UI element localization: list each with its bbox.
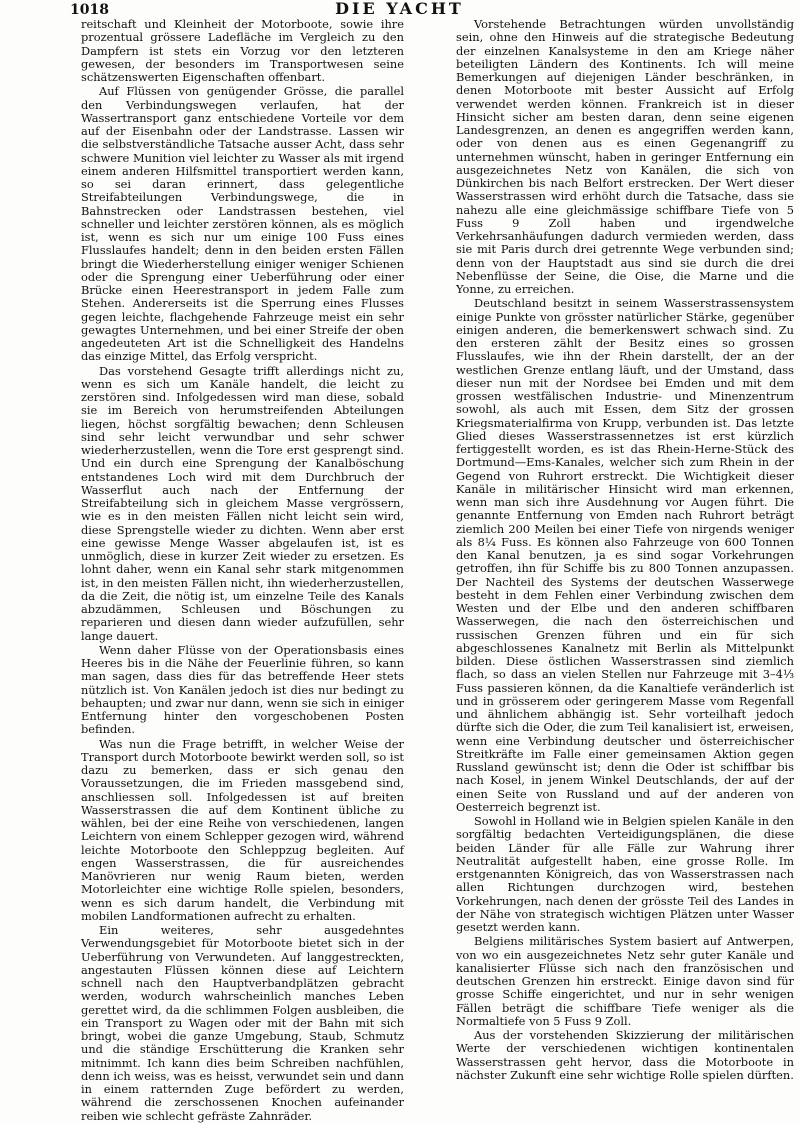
paragraph: Das vorstehend Gesagte trifft allerdings nicht zu, wenn es sich um Kanäle handelt, die leicht zu zerstören sind. Infolgedessen wird man diese, sobald sie im Bereich von herumstreifenden Abteilungen liegen, höchst sorgfältig bewachen; denn Schleusen sind sehr leicht verwundbar und sehr schwer wiederherzustellen, wenn die Tore erst gesprengt sind. Und ein durch eine Sprengung der Kanalböschung entstandenes Loch wird mit dem Durchbruch der Wasserflut auch nach der Entfernung der Streifabteilung sich in gleichem Masse vergrössern, wie es in den meisten Fällen nicht leicht sein wird, diese Sprengstelle wieder zu dichten. Wenn aber erst eine gewisse Menge Wasser abgelaufen ist, ist es unmöglich, diese in kurzer Zeit wieder zu ersetzen. Es lohnt daher, wenn ein Kanal sehr stark mitgenommen ist, in den meisten Fällen nicht, ihn wiederherzustellen, da die Zeit, die nötig ist, um einzelne Teile des Kanals abzudämmen, Schleusen und Böschungen zu reparieren und diesen dann wieder aufzufüllen, sehr lange dauert. <box>81 363 404 643</box>
article-body <box>0 17 799 1123</box>
right-column <box>456 18 794 1098</box>
paragraph: Ein weiteres, sehr ausgedehntes Verwendungsgebiet für Motorboote bietet sich in der Ueberführung von Verwundeten. Auf langgestreckten, angestauten Flüssen können diese auf Leichtern schnell nach den Hauptverbandplätzen gebracht werden, wodurch wahrscheinlich manches Leben gerettet wird, da die schlimmen Folgen ausbleiben, die ein Transport zu Wagen oder mit der Bahn mit sich bringt, wobei die ganze Umgebung, Staub, Schmutz und die ständige Erschütterung die Kranken sehr mitnimmt. Ich kann dies beim Schreiben nachfühlen, denn ich weiss, was es heisst, verwundet sein und dann in einem ratternden Zuge befördert zu werden, während die zerschossenen Knochen aufeinander reiben wie schlecht gefräste Zahnräder. <box>81 923 404 1123</box>
paragraph: Auf Flüssen von genügender Grösse, die parallel den Verbindungswegen verlaufen, hat der Wassertransport ganz entschiedene Vorteile vor dem auf der Eisenbahn oder der Landstrasse. Lassen wir die selbstverständliche Tatsache ausser Acht, dass sehr schwere Munition viel leichter zu Wasser als mit irgend einem anderen Hilfsmittel transportiert werden kann, so sei daran erinnert, dass gelegentliche Streifabteilungen Verbindungswege, die in Bahnstrecken oder Landstrassen bestehen, viel schneller und leichter zerstören können, als es möglich ist, wenn es sich nur um einige 100 Fuss eines Flusslaufes handelt; denn in den beiden ersten Fällen bringt die Wiederherstellung einiger weniger Schienen oder die Sprengung einer Ueberführung oder einer Brücke einen Heerestransport in jedem Falle zum Stehen. Andererseits ist die Sperrung eines Flusses gegen leichte, flachgehende Fahrzeuge meist ein sehr gewagtes Unternehmen, und bei einer Streife der oben angedeuteten Art ist die Schnelligkeit des Handelns das einzige Mittel, das Erfolg verspricht. <box>81 84 404 364</box>
page-number: 1018 <box>70 2 109 18</box>
paragraph: Aus der vorstehenden Skizzierung der militärischen Werte der verschiedenen wichtigen kontinentalen Wasserstrassen geht hervor, dass die Motorboote in nächster Zukunft eine sehr wichtige Rolle spielen dürften. <box>456 1028 794 1082</box>
paragraph: Vorstehende Betrachtungen würden unvollständig sein, ohne den Hinweis auf die strategische Bedeutung der einzelnen Kanalsysteme in den am Kriege näher beteiligten Ländern des Kontinents. Ich will meine Bemerkungen auf diejenigen Länder beschränken, in denen Motorboote mit bester Aussicht auf Erfolg verwendet werden können. Frankreich ist in dieser Hinsicht sicher am besten daran, denn seine eigenen Landesgrenzen, an denen es angegriffen werden kann, oder von denen aus es einen Gegenangriff zu unternehmen wünscht, haben in geringer Entfernung ein ausgezeichnetes Netz von Kanälen, die sich von Dünkirchen bis nach Belfort erstrecken. Der Wert dieser Wasserstrassen wird erhöht durch die Tatsache, dass sie nahezu alle eine gleichmässige schiffbare Tiefe von 5 Fuss 9 Zoll haben und irgendwelche Verkehrsanhäufungen dadurch vermieden werden, dass sie mit Paris durch drei getrennte Wege verbunden sind; denn von der Hauptstadt aus sind sie durch die drei Nebenflüsse der Seine, die Oise, die Marne und die Yonne, zu erreichen. <box>456 17 794 296</box>
left-column <box>81 17 404 1123</box>
paragraph: Belgiens militärisches System basiert auf Antwerpen, von wo ein ausgezeichnetes Netz sehr guter Kanäle und kanalisierter Flüsse sich nach den französischen und deutschen Grenzen hin erstreckt. Einige davon sind für grosse Schiffe eingerichtet, und nur in sehr wenigen Fällen beträgt die schiffbare Tiefe weniger als die Normaltiefe von 5 Fuss 9 Zoll. <box>456 934 794 1028</box>
paragraph: reitschaft und Kleinheit der Motorboote, sowie ihre prozentual grössere Ladefläche im Vergleich zu den Dampfern ist stets ein Vorzug vor den letzteren gewesen, der besonders im Transportwesen seine schätzenswerten Eigenschaften offenbart. <box>81 17 404 84</box>
running-title: DIE YACHT <box>335 0 464 18</box>
paragraph: Deutschland besitzt in seinem Wasserstrassensystem einige Punkte von grösster natürlicher Stärke, gegenüber einigen anderen, die bemerkenswert schwach sind. Zu den ersteren zählt der Besitz eines so grossen Flusslaufes, wie ihn der Rhein darstellt, der an der westlichen Grenze entlang läuft, und der Umstand, dass dieser nun mit der Nordsee bei Emden und mit dem grossen westfälischen Industrie- und Minenzentrum sowohl, als auch mit Essen, dem Sitz der grossen Kriegsmaterialfirma von Krupp, verbunden ist. Das letzte Glied dieses Wasserstrassennetzes ist erst kürzlich fertiggestellt worden, es ist das Rhein-Herne-Stück des Dortmund—Ems-Kanales, welcher sich zum Rhein in der Gegend von Ruhrort erstreckt. Die Wichtigkeit dieser Kanäle in militärischer Hinsicht wird man erkennen, wenn man sich ihre Ausdehnung vor Augen führt. Die genannte Entfernung von Emden nach Ruhrort beträgt ziemlich 200 Meilen bei einer Tiefe von nirgends weniger als 8¼ Fuss. Es können also Fahrzeuge von 600 Tonnen den Kanal benutzen, ja es sind sogar Vorkehrungen getroffen, ihn für Schiffe bis zu 800 Tonnen anzupassen. Der Nachteil des Systems der deutschen Wasserwege besteht in dem Fehlen einer Verbindung zwischen dem Westen und der Elbe und den anderen schiffbaren Wasserwegen, die nach den österreichischen und russischen Grenzen führen und ein für sich abgeschlossenes Kanalnetz mit Berlin als Mittelpunkt bilden. Diese östlichen Wasserstrassen sind ziemlich flach, so dass an vielen Stellen nur Fahrzeuge mit 3–4⅓ Fuss passieren können, da die Kanaltiefe veränderlich ist und in grösserem oder geringerem Masse vom Regenfall und ähnlichem abhängig ist. Sehr vorteilhaft jedoch dürfte sich die Oder, die zum Teil kanalisiert ist, erweisen, wenn eine Verbindung deutscher und österreichischer Streitkräfte im Falle einer gemeinsamen Aktion gegen Russland gewünscht ist; denn die Oder ist schiffbar bis nach Kosel, in jenem Winkel Deutschlands, der auf der einen Seite von Russland und auf der anderen von Oesterreich begrenzt ist. <box>456 296 794 814</box>
paragraph: Sowohl in Holland wie in Belgien spielen Kanäle in den sorgfältig bedachten Verteidigungsplänen, die diese beiden Länder für alle Fälle zur Wahrung ihrer Neutralität aufgestellt haben, eine grosse Rolle. Im erstgenannten Königreich, das von Wasserstrassen nach allen Richtungen durchzogen wird, bestehen Vorkehrungen, nach denen der grösste Teil des Landes in der Nähe von strategisch wichtigen Plätzen unter Wasser gesetzt werden kann. <box>456 814 794 934</box>
paragraph: Was nun die Frage betrifft, in welcher Weise der Transport durch Motorboote bewirkt werden soll, so ist dazu zu bemerken, dass er sich genau den Voraussetzungen, die im Frieden massgebend sind, anschliessen soll. Infolgedessen ist auf breiten Wasserstrassen die auf dem Kontinent übliche zu wählen, bei der eine Reihe von verschiedenen, langen Leichtern von einem Schlepper gezogen wird, während leichte Motorboote den Schleppzug begleiten. Auf engen Wasserstrassen, die für ausreichendes Manövrieren nur wenig Raum bieten, werden Motorleichter eine wichtige Rolle spielen, besonders, wenn es sich darum handelt, die Verbindung mit mobilen Landformationen aufrecht zu erhalten. <box>81 736 404 923</box>
paragraph: Wenn daher Flüsse von der Operationsbasis eines Heeres bis in die Nähe der Feuerlinie führen, so kann man sagen, dass dies für das betreffende Heer stets nützlich ist. Von Kanälen jedoch ist dies nur bedingt zu behaupten; und zwar nur dann, wenn sie sich in einiger Entfernung hinter den vorgeschobenen Posten befinden. <box>81 642 404 737</box>
